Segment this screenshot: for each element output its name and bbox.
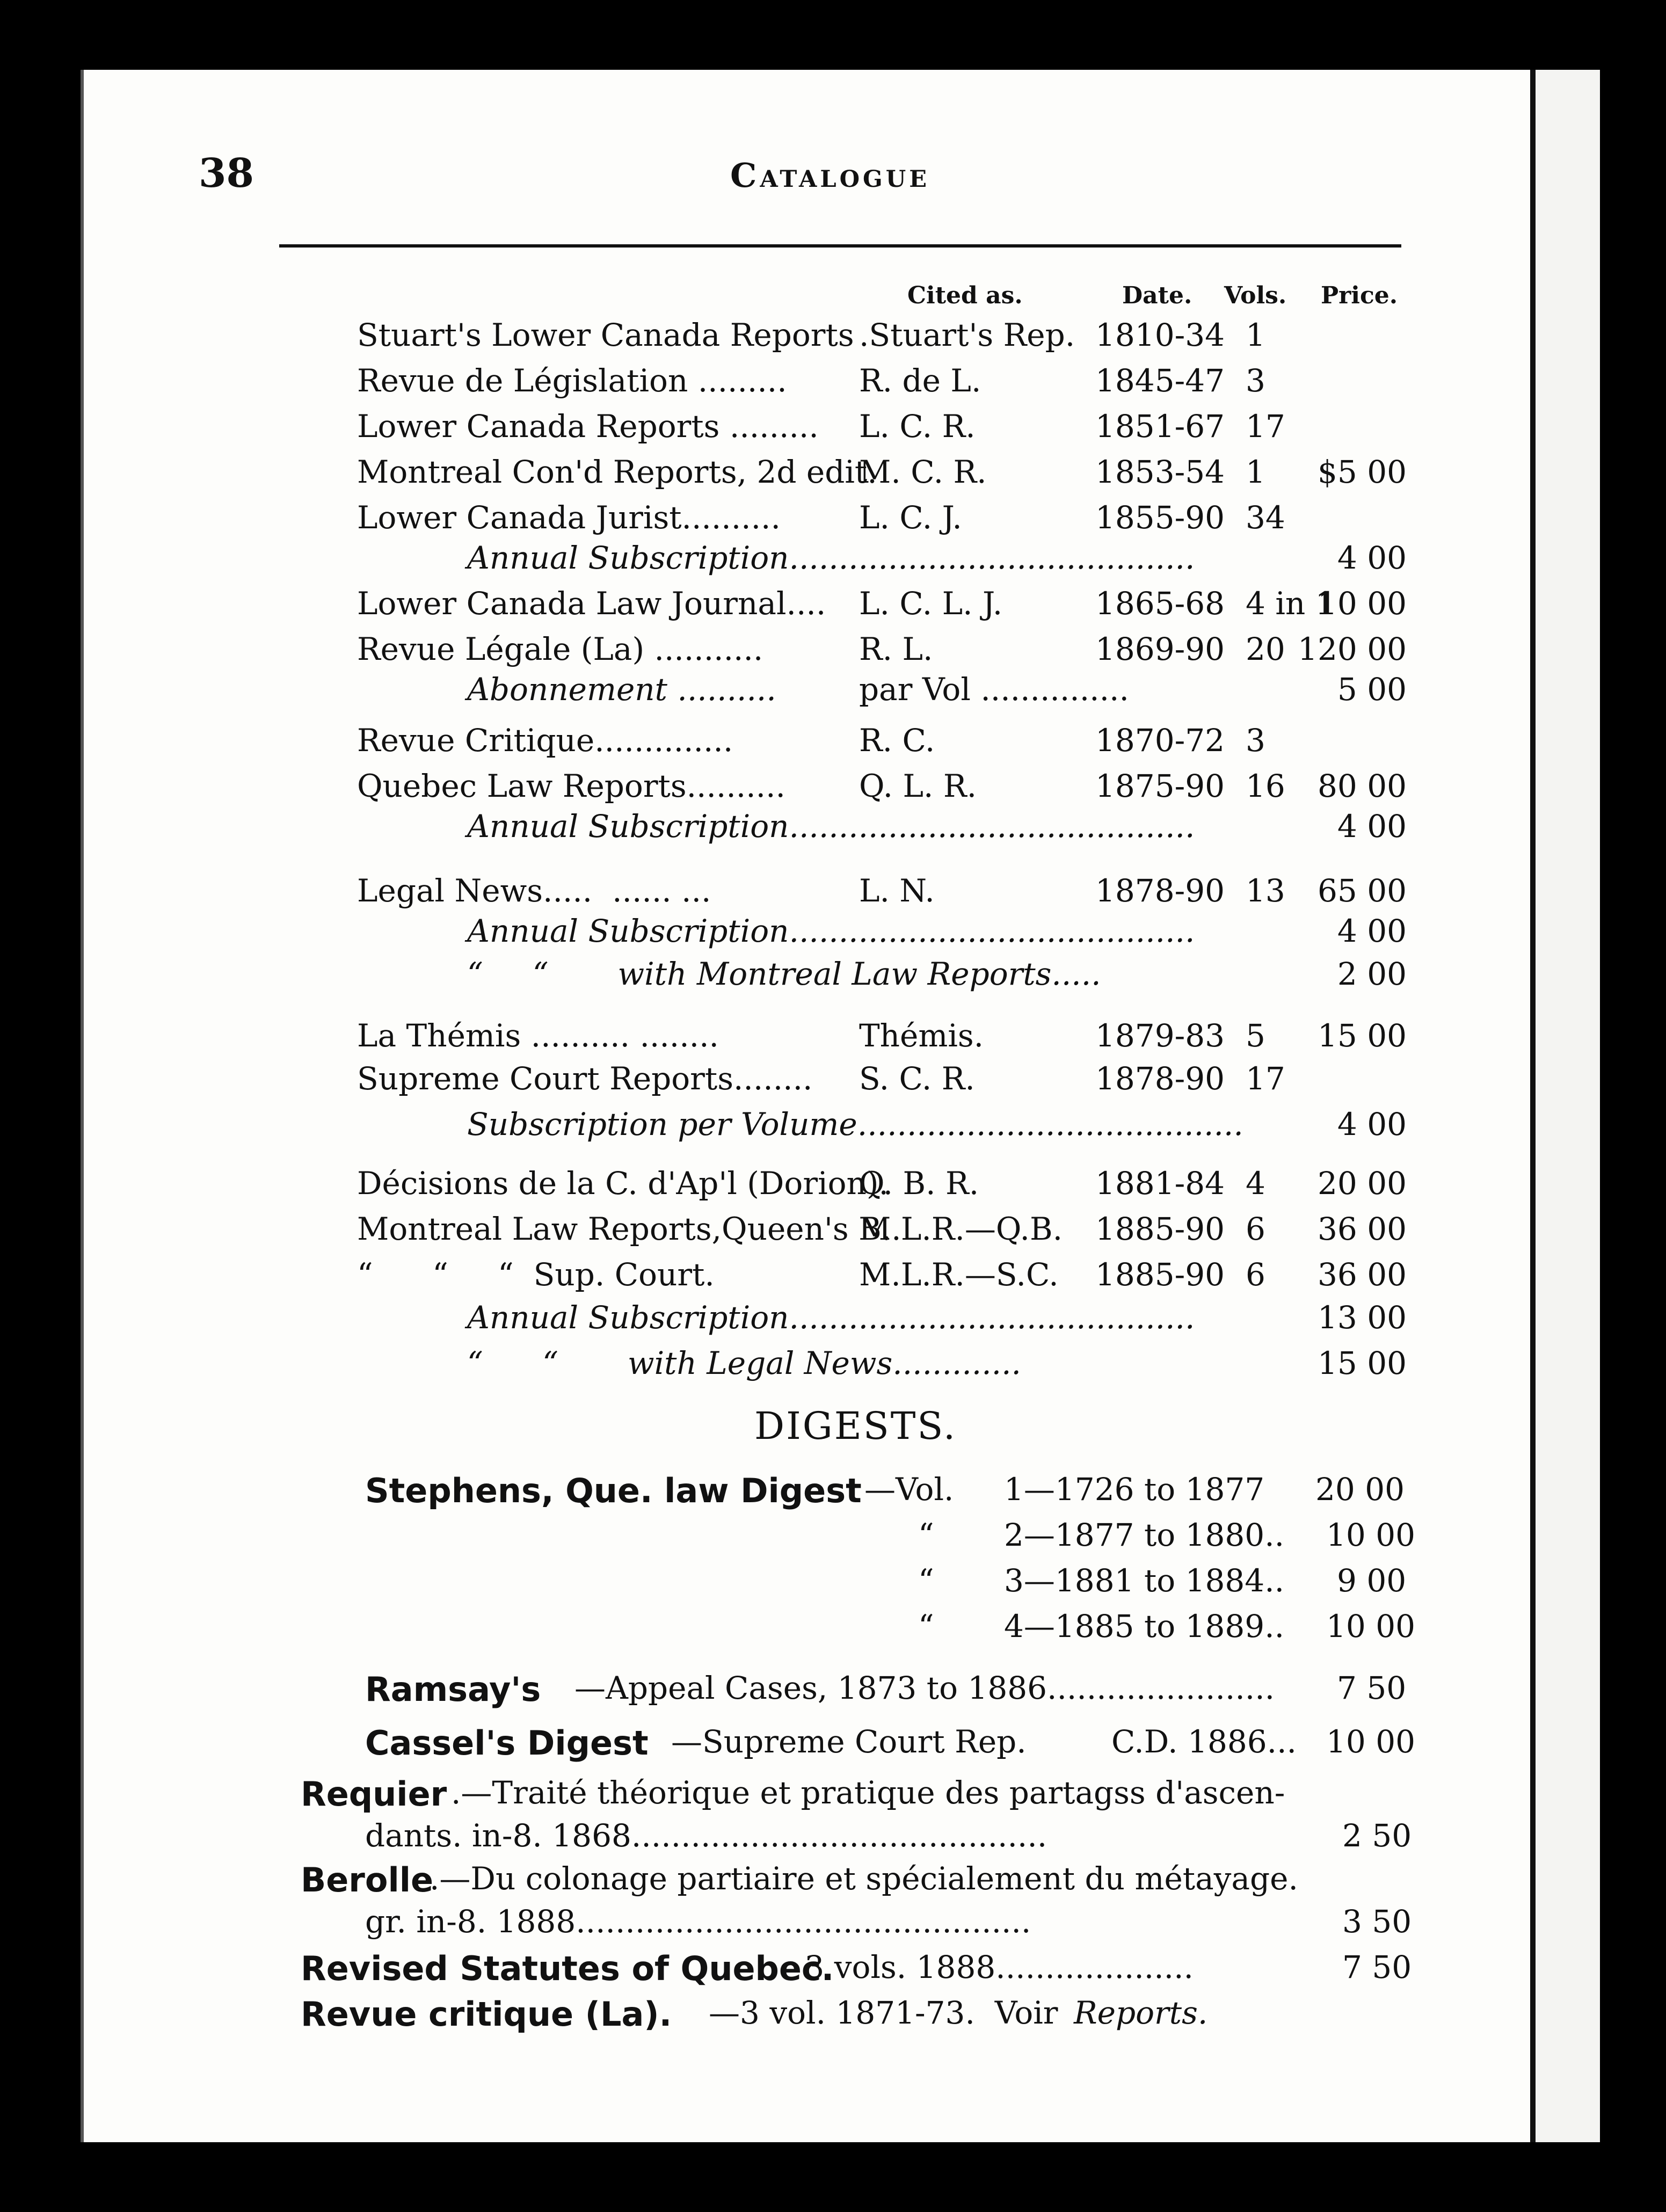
revue-critique-text: —3 vol. 1871-73. Voir [709,1995,1068,2031]
report-name: Legal News..... ...... ... [357,872,711,909]
report-vols: 1 [1246,317,1265,353]
report-price: 4 00 [1337,913,1407,949]
digest-berolle-row [0,1860,1666,1905]
report-row [0,1060,1666,1103]
report-price: 65 00 [1317,872,1407,909]
report-date: 1870-72 [1095,722,1225,759]
report-price: 10 00 [1317,585,1407,622]
ditto-mark: “ [918,1562,934,1599]
report-cited-as: L. N. [859,872,935,909]
revised-price: 7 50 [1342,1949,1412,1985]
report-name: Revue de Législation ......... [357,362,787,399]
report-date: 1853-54 [1095,454,1225,490]
digests-heading: DIGESTS. [754,1404,957,1448]
report-date: 1810-34 [1095,317,1225,353]
stephens-range: 4—1885 to 1889.. [1004,1608,1285,1645]
report-cited-as: R. L. [859,631,933,667]
cassel-cited: C.D. 1886... [1111,1723,1297,1760]
stephens-prefix: —Vol. [864,1471,954,1508]
report-name: “ “ with Legal News............. [467,1345,1021,1381]
digest-cassel-row [0,1723,1666,1769]
report-cited-as: .Stuart's Rep. [859,317,1075,353]
requier-text-2: dants. in-8. 1868.......................................... [365,1817,1047,1854]
report-cited-as: L. C. L. J. [859,585,1003,622]
report-vols: 5 [1246,1017,1265,1054]
stephens-price: 10 00 [1326,1517,1416,1553]
report-date: 1851-67 [1095,408,1225,445]
revised-title: Revised Statutes of Quebec. [301,1949,834,1988]
report-name: Annual Subscription......................................... [467,1299,1195,1336]
berolle-price: 3 50 [1342,1903,1412,1940]
digest-requier-row-2 [0,1817,1666,1862]
report-price: 36 00 [1317,1256,1407,1293]
report-row [0,499,1666,542]
report-date: 1878-90 [1095,1060,1225,1097]
report-date: 1865-68 [1095,585,1225,622]
report-name: Stuart's Lower Canada Reports [357,317,854,353]
report-vols: 4 [1246,1165,1265,1202]
report-cited-as: L. C. R. [859,408,976,445]
report-cited-as: Q. L. R. [859,768,977,804]
subscription-row [0,1106,1666,1149]
subscription-row [0,1299,1666,1342]
report-row [0,362,1666,405]
report-price: 4 00 [1337,1106,1407,1143]
stephens-title: Stephens, Que. law Digest [365,1471,862,1510]
report-vols: 4 in 1 [1246,585,1335,622]
report-row [0,722,1666,765]
report-name: Décisions de la C. d'Ap'l (Dorion). [357,1165,889,1202]
report-name: Quebec Law Reports.......... [357,768,785,804]
report-date: 1845-47 [1095,362,1225,399]
report-price: 2 00 [1337,956,1407,992]
report-vols: 16 [1246,768,1285,804]
running-title: Catalogue [730,156,930,195]
requier-text: .—Traité théorique et pratique des partagss d'ascen- [451,1774,1285,1811]
subscription-row [0,540,1666,583]
report-price: 15 00 [1317,1017,1407,1054]
report-vols: 34 [1246,499,1285,536]
digest-stephens-row [0,1562,1666,1607]
subscription-row [0,808,1666,851]
stephens-price: 20 00 [1315,1471,1405,1508]
digest-stephens-row [0,1471,1666,1516]
ramsay-price: 7 50 [1337,1670,1407,1706]
report-cited-as: L. C. J. [859,499,962,536]
header-rule [279,244,1401,248]
revised-text: 3 vols. 1888.................... [795,1949,1194,1985]
subscription-row [0,956,1666,999]
report-date: 1885-90 [1095,1211,1225,1247]
report-name: Annual Subscription......................................... [467,808,1195,845]
report-name: Lower Canada Law Journal.... [357,585,826,622]
report-name: “ “ “ Sup. Court. [357,1256,715,1293]
report-vols: 17 [1246,1060,1285,1097]
subscription-row [0,913,1666,956]
ditto-mark: “ [918,1517,934,1553]
report-price: 4 00 [1337,808,1407,845]
digest-stephens-row [0,1608,1666,1653]
berolle-text-2: gr. in-8. 1888.............................................. [365,1903,1031,1940]
report-name: Annual Subscription......................................... [467,913,1195,949]
report-cited-as: M. C. R. [859,454,987,490]
report-row [0,1211,1666,1254]
stephens-range: 3—1881 to 1884.. [1004,1562,1285,1599]
report-row [0,872,1666,915]
report-vols: 3 [1246,362,1265,399]
ramsay-title: Ramsay's [365,1670,541,1709]
digest-berolle-row-2 [0,1903,1666,1948]
report-cited-as: M.L.R.—S.C. [859,1256,1059,1293]
report-name: “ “ with Montreal Law Reports..... [467,956,1101,992]
report-cited-as: Q. B. R. [859,1165,979,1202]
page-number: 38 [199,150,254,197]
report-vols: 3 [1246,722,1265,759]
report-name: Abonnement .......... [467,671,776,708]
digest-stephens-row [0,1517,1666,1562]
report-row [0,1256,1666,1299]
revue-critique-link: Reports. [1074,1995,1208,2031]
report-price: 4 00 [1337,540,1407,576]
berolle-text: .—Du colonage partiaire et spécialement du métayage. [430,1860,1298,1897]
stephens-range: 1—1726 to 1877 [1004,1471,1265,1508]
requier-price: 2 50 [1342,1817,1412,1854]
report-price: $5 00 [1317,454,1407,490]
report-cited-as: R. de L. [859,362,981,399]
header-vols: Vols. [1224,282,1287,309]
report-date: 1869-90 [1095,631,1225,667]
digest-revue-critique-row [0,1995,1666,2040]
digest-requier-row [0,1774,1666,1820]
report-price: 80 00 [1317,768,1407,804]
report-vols: 13 [1246,872,1285,909]
requier-title: Requier [301,1774,447,1814]
header-price: Price. [1321,282,1398,309]
digest-ramsay-row [0,1670,1666,1715]
report-cited-as: M L.R.—Q.B. [859,1211,1063,1247]
report-cited-as: R. C. [859,722,935,759]
report-date: 1875-90 [1095,768,1225,804]
cassel-title: Cassel's Digest [365,1723,649,1763]
report-cited-as: S. C. R. [859,1060,975,1097]
report-date: 1885-90 [1095,1256,1225,1293]
report-row [0,454,1666,497]
report-name: Revue Critique.............. [357,722,733,759]
cassel-price: 10 00 [1326,1723,1416,1760]
report-row [0,768,1666,811]
ramsay-text: —Appeal Cases, 1873 to 1886....................... [574,1670,1275,1706]
header-cited-as: Cited as. [907,282,1023,309]
ditto-mark: “ [918,1608,934,1645]
report-date: 1878-90 [1095,872,1225,909]
subscription-row [0,671,1666,714]
report-price: 120 00 [1298,631,1407,667]
report-cited-as: par Vol ............... [859,671,1129,708]
stephens-range: 2—1877 to 1880.. [1004,1517,1285,1553]
digest-revised-row [0,1949,1666,1994]
report-name: Lower Canada Reports ......... [357,408,819,445]
report-vols: 1 [1246,454,1265,490]
report-name: Lower Canada Jurist.......... [357,499,781,536]
berolle-title: Berolle [301,1860,434,1900]
report-row [0,1017,1666,1060]
report-price: 20 00 [1317,1165,1407,1202]
report-price: 36 00 [1317,1211,1407,1247]
report-price: 13 00 [1317,1299,1407,1336]
report-vols: 20 [1246,631,1285,667]
stephens-price: 10 00 [1326,1608,1416,1645]
report-date: 1855-90 [1095,499,1225,536]
report-vols: 17 [1246,408,1285,445]
report-price: 5 00 [1337,671,1407,708]
header-date: Date. [1122,282,1192,309]
report-row [0,408,1666,451]
subscription-row [0,1345,1666,1388]
stephens-price: 9 00 [1337,1562,1407,1599]
revue-critique-title: Revue critique (La). [301,1995,672,2034]
report-date: 1881-84 [1095,1165,1225,1202]
report-name: Montreal Con'd Reports, 2d edit. [357,454,877,490]
report-vols: 6 [1246,1256,1265,1293]
cassel-text: —Supreme Court Rep. [671,1723,1027,1760]
report-row [0,317,1666,360]
report-cited-as: Thémis. [859,1017,984,1054]
report-vols: 6 [1246,1211,1265,1247]
report-row [0,585,1666,628]
report-name: La Thémis .......... ........ [357,1017,719,1054]
report-price: 15 00 [1317,1345,1407,1381]
report-name: Subscription per Volume....................................... [467,1106,1243,1143]
report-row [0,1165,1666,1208]
report-name: Annual Subscription......................................... [467,540,1195,576]
report-name: Supreme Court Reports........ [357,1060,813,1097]
report-name: Revue Légale (La) ........... [357,631,763,667]
report-name: Montreal Law Reports,Queen's B.. [357,1211,901,1247]
report-row [0,631,1666,674]
report-date: 1879-83 [1095,1017,1225,1054]
